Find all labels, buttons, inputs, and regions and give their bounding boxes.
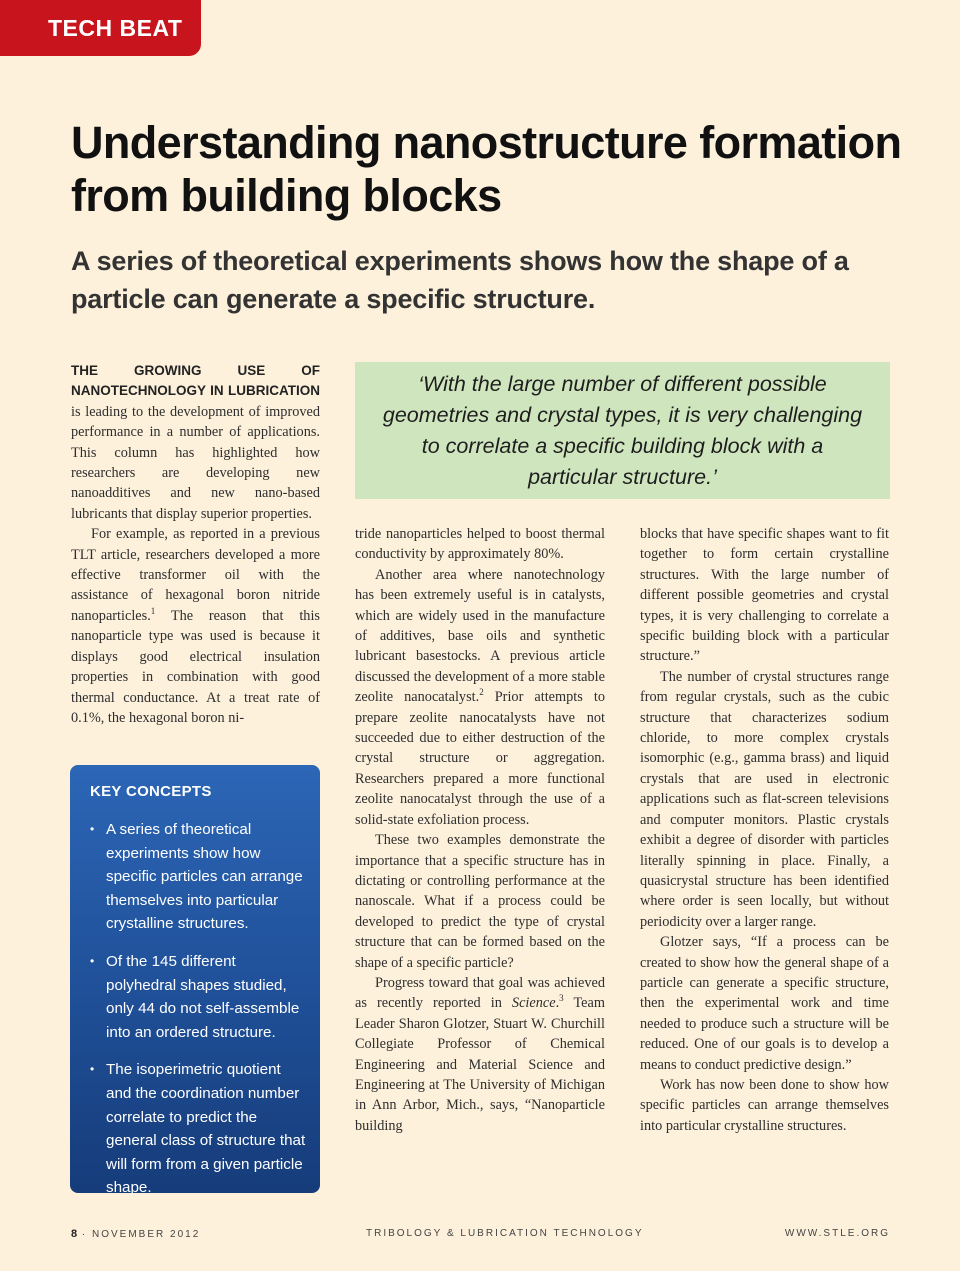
list-item: • A series of theoretical experiments show how specific particles can arrange themselves into particular crystalline structures. (90, 818, 306, 936)
article-subtitle: A series of theoretical experiments shows how the shape of a particle can generate a specific structure. (71, 246, 849, 314)
footnote-ref: 1 (150, 606, 156, 617)
paragraph: tride nanoparticles helped to boost thermal conductivity by approximately 80%. (355, 526, 605, 563)
key-concepts-title: KEY CONCEPTS (90, 783, 212, 800)
pull-quote: ‘With the large number of different possible geometries and crystal types, it is very challenging to correlate a specific building block with a particular structure.’ (355, 362, 890, 499)
section-tab: TECH BEAT (0, 0, 201, 56)
paragraph: Work has now been done to show how specific particles can arrange themselves into particular crystalline structures. (640, 1076, 889, 1134)
website-link[interactable]: WWW.STLE.ORG (784, 1228, 890, 1239)
footnote-ref: 2 (479, 687, 484, 698)
bullet-icon: • (90, 822, 95, 836)
journal-name: Science (511, 995, 556, 1012)
column-1 (71, 361, 320, 728)
key-concepts-list (90, 818, 306, 1200)
page-number: 8 (71, 1228, 78, 1240)
footnote-ref: 3 (559, 993, 564, 1004)
list-item: • The isoperimetric quotient and the coordination number correlate to predict the general class of structure that will form from a given particle shape. (90, 1058, 306, 1200)
publication-name: TRIBOLOGY & LUBRICATION TECHNOLOGY (366, 1228, 644, 1239)
column-3 (640, 524, 889, 1136)
paragraph: For example, as reported in a previous TLT article, researchers developed a more effective transformer oil with the assistance of hexagonal boron nitride nanoparticles.$^1$ The reason that this nanoparticle type was used is because it displays good electrical insulation properties in combination with good thermal conductance. At a treat rate of 0.1%, the hexagonal boron ni- (71, 526, 320, 726)
bullet-icon: • (90, 953, 95, 968)
paragraph: blocks that have specific shapes want to fit together to form certain crystalline structures. With the large number of different possible geometries and crystal types, it is very challenging to correlate a specific building block with a particular structure.” (640, 526, 889, 665)
footer-separator: · (77, 1229, 93, 1240)
key-concepts-box (70, 765, 320, 1197)
issue-date: NOVEMBER 2012 (92, 1229, 201, 1240)
bullet-icon: • (90, 1062, 95, 1077)
paragraph: These two examples demonstrate the importance that a specific structure has in dictating or controlling performance at the nanoscale. What if a process could be developed to predict the type of crystal structure that can be formed based on the shape of a specific particle? (355, 832, 605, 971)
paragraph: THE GROWING USE OF NANOTECHNOLOGY IN LUBRICATION is leading to the development of improved performance in a number of applications. This column has highlighted how researchers are developing new nanoadditives and new nano-based lubricants that display superior properties. (71, 363, 320, 522)
paragraph: Progress toward that goal was achieved as recently reported in Science.$^3$ Team Leader Sharon Glotzer, Stuart W. Churchill Collegiate Professor of Chemical Engineering and Material Science and Engineering at The University of Michigan in Ann Arbor, Mich., says, “Nanoparticle building (355, 974, 605, 1134)
list-item: • Of the 145 different polyhedral shapes studied, only 44 do not self-assemble into an ordered structure. (90, 950, 306, 1044)
lead-in: THE GROWING USE OF NANOTECHNOLOGY IN LUBRICATION (71, 363, 320, 399)
paragraph: Another area where nanotechnology has been extremely useful is in catalysts, which are widely used in the manufacture of additives, base oils and synthetic lubricant basestocks. A previous article discussed the development of a more stable zeolite nanocatalyst.$^2$ Prior attempts to prepare zeolite nanocatalysts have not succeeded due to either destruction of the crystal structure or aggregation. Researchers prepared a more functional zeolite nanocatalyst through the use of a solid-state exfoliation process. (355, 566, 605, 828)
paragraph: Glotzer says, “If a process can be created to show how the general shape of a particle can generate a specific structure, then the experimental work and time needed to produce such a structure will be reduced. One of our goals is to develop a means to conduct predictive design.” (640, 934, 889, 1073)
footer-left (71, 1228, 200, 1240)
article-title: Understanding nanostructure formation from building blocks (71, 117, 902, 221)
paragraph: The number of crystal structures range from regular crystals, such as the cubic structure that characterizes sodium chloride, to more complex crystals isomorphic (e.g., gamma brass) and liquid crystals that are used in electronic applications such as flat-screen televisions and computer monitors. Plastic crystals exhibit a degree of disorder with particles literally spinning in place. Finally, a quasicrystal structure has been identified where order is seen locally, but without periodicity over a larger range. (640, 668, 889, 930)
column-2 (355, 524, 605, 1136)
